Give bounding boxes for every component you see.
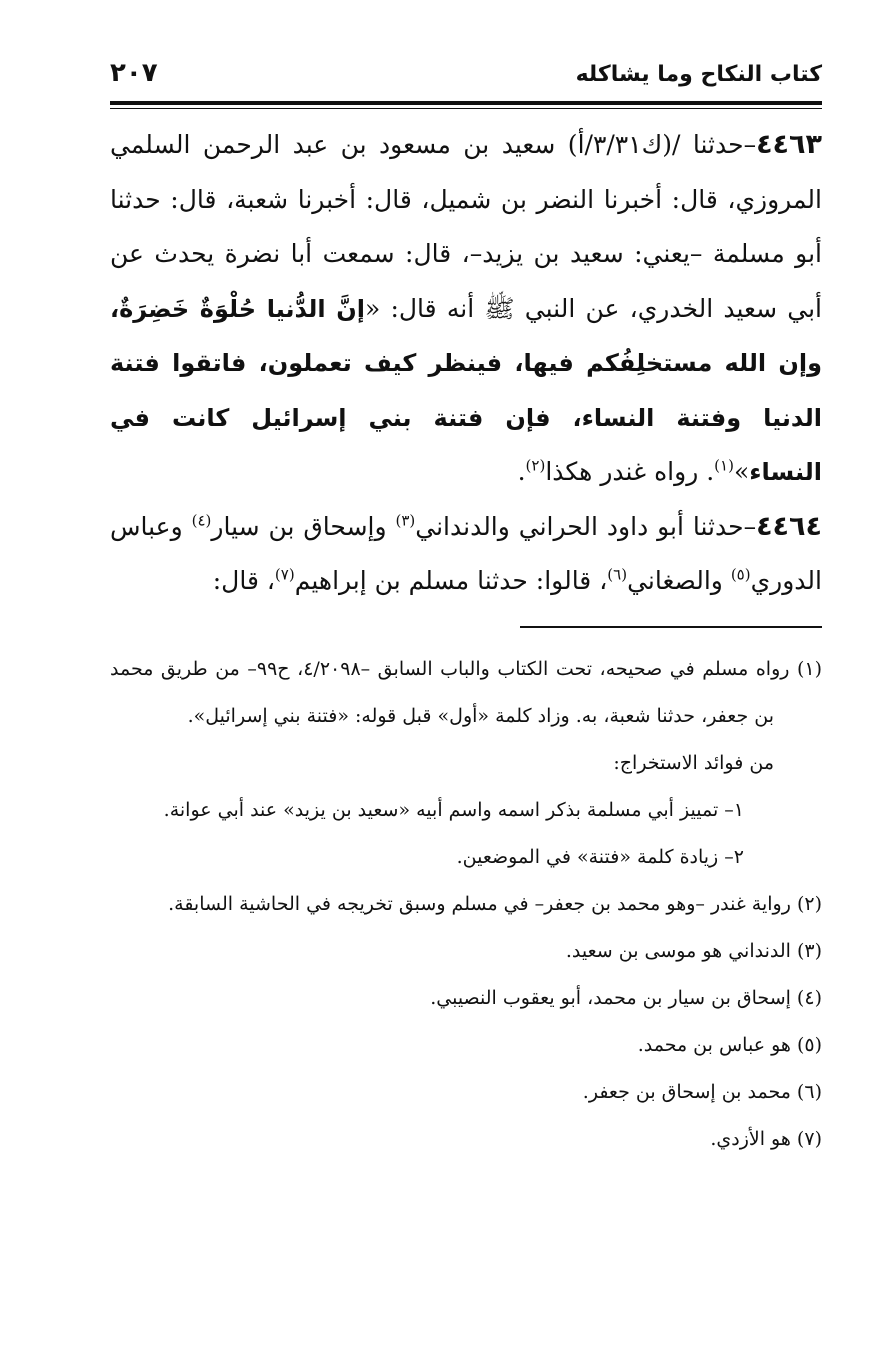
footnote-7: (٧) هو الأزدي. — [710, 1128, 822, 1150]
footnotes — [110, 646, 822, 1163]
footnote-5: (٥) هو عباس بن محمد. — [637, 1034, 822, 1056]
hadith-text: ، قال: — [212, 566, 275, 595]
page-header — [110, 58, 822, 98]
footnote-ref-6: (٦) — [607, 565, 628, 584]
footnote-ref-5: (٥) — [730, 565, 751, 584]
hadith-text: ، قالوا: حدثنا مسلم بن إبراهيم — [294, 566, 608, 595]
benefit-2: ٢– زيادة كلمة «فتنة» في الموضعين. — [456, 846, 744, 868]
hadith-text: والصغاني — [627, 566, 731, 595]
footnote-separator — [520, 626, 822, 628]
header-rule-thick — [110, 101, 822, 105]
footnote-6: (٦) محمد بن إسحاق بن جعفر. — [582, 1081, 822, 1103]
hadith-matn: إنَّ الدُّنيا حُلْوَةٌ خَضِرَةٌ، وإن الله مستخلِفُكم فيها، فينظر كيف تعملون، فاتقوا فتنة الدنيا وفتنة النساء، فإن فتنة بني إسرائيل كانت في النساء — [110, 294, 822, 486]
hadith-4463 — [110, 118, 822, 500]
footnote-ref-2: (٢) — [525, 456, 546, 475]
footnote-ref-7: (٧) — [274, 565, 295, 584]
page-number: ٢٠٧ — [110, 58, 158, 88]
footnote-4: (٤) إسحاق بن سيار بن محمد، أبو يعقوب النصيبي. — [430, 987, 822, 1009]
hadith-note: . رواه غندر هكذا — [545, 457, 715, 486]
footnote-ref-3: (٣) — [395, 511, 416, 530]
hadith-text: وإسحاق بن سيار — [211, 511, 396, 541]
footnote-3: (٣) الدنداني هو موسى بن سعيد. — [565, 940, 822, 962]
header-rule-thin — [110, 108, 822, 109]
main-text — [110, 118, 822, 609]
hadith-text: –حدثنا أبو داود الحراني والدنداني — [415, 511, 757, 541]
hadith-text: وعباس الدوري — [110, 511, 822, 595]
footnote-2: (٢) رواية غندر –وهو محمد بن جعفر– في مسلم وسبق تخريجه في الحاشية السابقة. — [168, 893, 822, 915]
hadith-4464 — [110, 500, 822, 609]
running-title: كتاب النكاح وما يشاكله — [575, 62, 822, 87]
footnote-ref-1: (١) — [714, 456, 734, 475]
hadith-number: ٤٤٦٤ — [756, 510, 822, 542]
footnote-1: (١) رواه مسلم في صحيحه، تحت الكتاب والباب السابق –٤/٢٠٩٨، ح٩٩– من طريق محمد بن جعفر، حدثنا شعبة، به. وزاد كلمة «أول» قبل قوله: «فتنة بني إسرائيل». — [110, 658, 822, 727]
hadith-isnad: –حدثنا /(ك٣/٣١/أ) سعيد بن مسعود بن عبد الرحمن السلمي المروزي، قال: أخبرنا النضر بن شميل، قال: أخبرنا شعبة، قال: حدثنا أبو مسلمة –يعني: سعيد بن يزيد–، قال: سمعت أبا نضرة يحدث عن أبي سعيد الخدري، عن النبي ﷺ أنه قال: « — [110, 130, 822, 323]
hadith-number: ٤٤٦٣ — [756, 129, 822, 160]
quote-close: » — [733, 457, 750, 486]
footnote-ref-4: (٤) — [191, 511, 212, 530]
benefits-title: من فوائد الاستخراج: — [613, 752, 774, 774]
hadith-end: . — [517, 457, 526, 486]
benefit-1: ١– تمييز أبي مسلمة بذكر اسمه واسم أبيه «سعيد بن يزيد» عند أبي عوانة. — [163, 799, 744, 821]
